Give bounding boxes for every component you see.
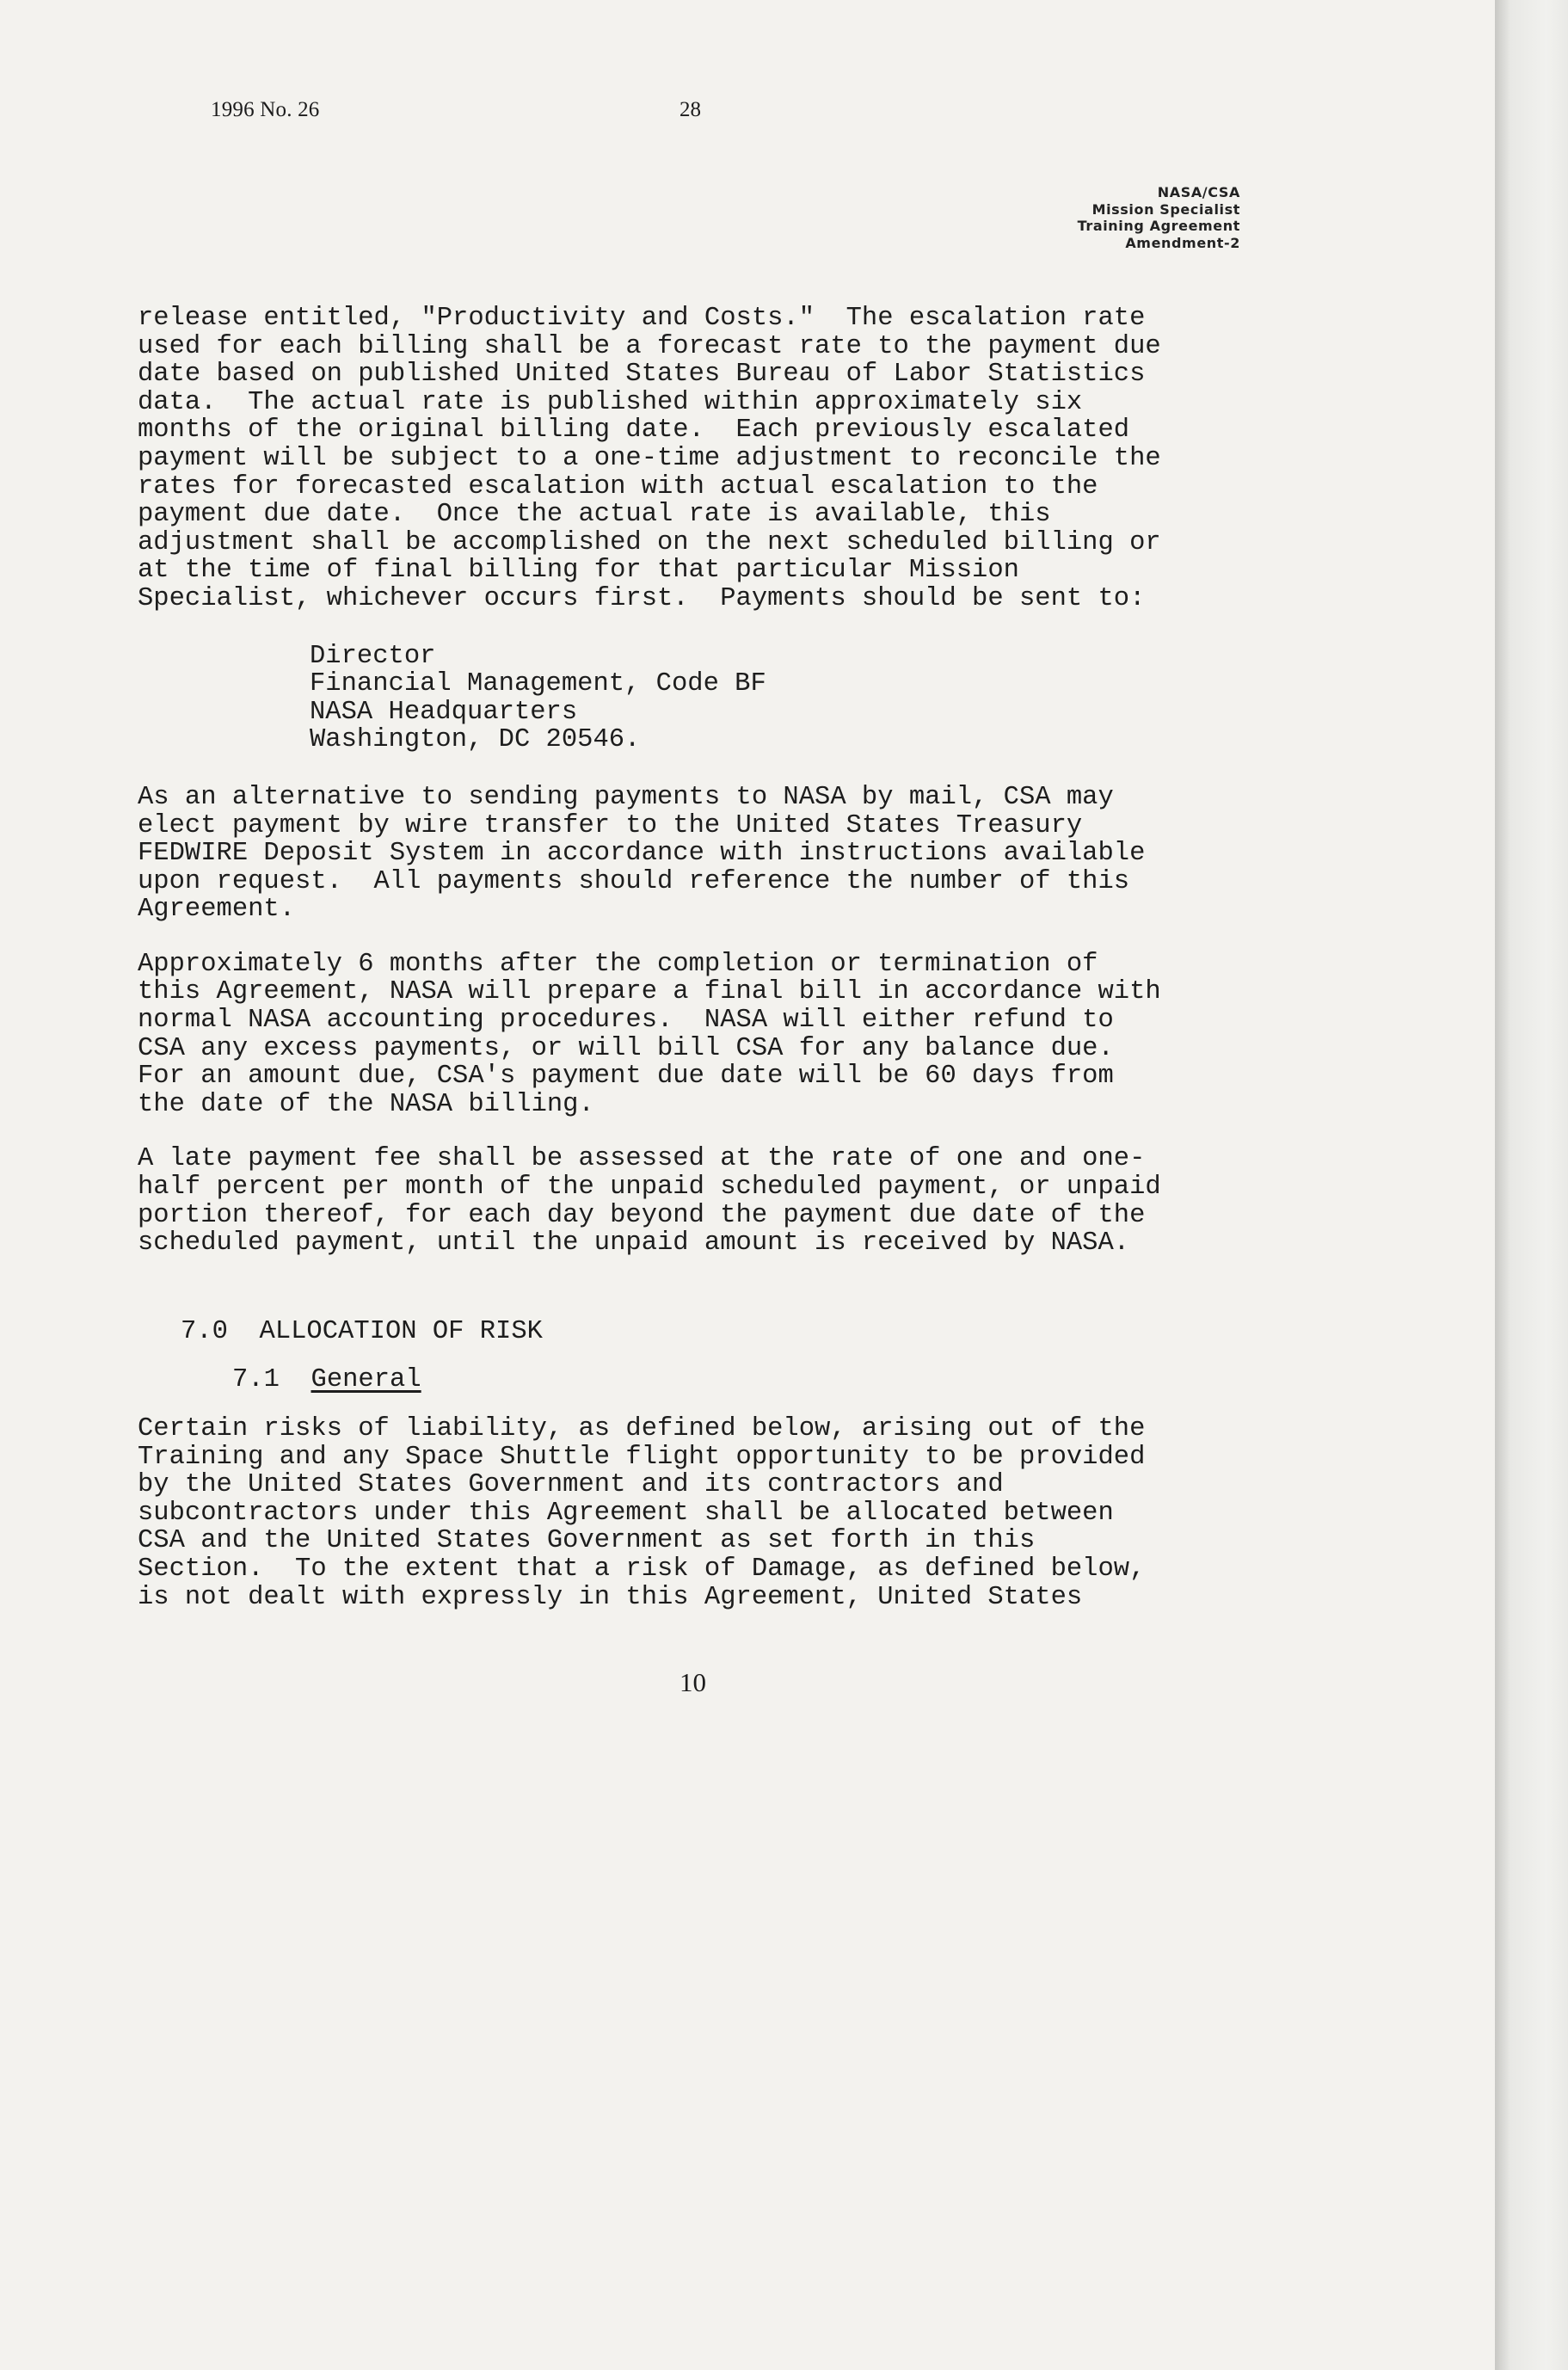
stamp-line: Training Agreement xyxy=(1077,218,1240,234)
document-body xyxy=(138,305,1256,1611)
page-edge-shadow xyxy=(1495,0,1568,2370)
text-line: Section. To the extent that a risk of Damage, as defined below, xyxy=(138,1554,1146,1584)
text-line: normal NASA accounting procedures. NASA will either refund to xyxy=(138,1006,1114,1036)
text-line: CSA any excess payments, or will bill CSA for any balance due. xyxy=(138,1033,1114,1063)
text-line: is not dealt with expressly in this Agreement, United States xyxy=(138,1582,1083,1612)
subsection-title: General xyxy=(311,1365,421,1395)
text-line: used for each billing shall be a forecast rate to the payment due xyxy=(138,331,1161,361)
header-page-number: 28 xyxy=(679,98,701,121)
section-heading-text: 7.0 ALLOCATION OF RISK xyxy=(181,1316,543,1346)
payment-address xyxy=(310,643,1256,754)
text-line: portion thereof, for each day beyond the payment due date of the xyxy=(138,1200,1146,1230)
text-line: subcontractors under this Agreement shall be allocated between xyxy=(138,1498,1114,1528)
text-line: months of the original billing date. Each previously escalated xyxy=(138,416,1130,446)
text-line: NASA Headquarters xyxy=(310,697,578,727)
text-line: rates for forecasted escalation with actual escalation to the xyxy=(138,471,1098,502)
subsection-number: 7.1 xyxy=(232,1365,311,1395)
text-line: data. The actual rate is published within approximately six xyxy=(138,387,1083,417)
text-line: CSA and the United States Government as set forth in this xyxy=(138,1526,1036,1556)
text-line: adjustment shall be accomplished on the next scheduled billing or xyxy=(138,527,1161,557)
text-line: payment due date. Once the actual rate is available, this xyxy=(138,500,1051,530)
agreement-stamp xyxy=(1078,184,1240,251)
text-line: scheduled payment, until the unpaid amount is received by NASA. xyxy=(138,1228,1130,1259)
text-line: Agreement. xyxy=(138,895,296,925)
paragraph-late-fee xyxy=(138,1145,1256,1257)
footer-page-number: 10 xyxy=(679,1667,706,1697)
document-citation: 1996 No. 26 xyxy=(211,98,320,121)
text-line: As an alternative to sending payments to NASA by mail, CSA may xyxy=(138,782,1114,812)
text-line: at the time of final billing for that particular Mission xyxy=(138,556,1019,586)
text-line: FEDWIRE Deposit System in accordance with instructions available xyxy=(138,839,1146,869)
paragraph-escalation xyxy=(138,305,1256,613)
text-line: Washington, DC 20546. xyxy=(310,725,641,755)
paragraph-final-bill xyxy=(138,951,1256,1119)
section-heading xyxy=(138,1318,1256,1346)
stamp-line: Amendment-2 xyxy=(1125,234,1240,251)
text-line: upon request. All payments should reference the number of this xyxy=(138,866,1130,896)
text-line: Director xyxy=(310,641,436,671)
text-line: Certain risks of liability, as defined below, arising out of the xyxy=(138,1414,1146,1444)
paragraph-wire-transfer xyxy=(138,784,1256,924)
text-line: Financial Management, Code BF xyxy=(310,669,766,699)
text-line: elect payment by wire transfer to the United States Treasury xyxy=(138,810,1083,840)
text-line: half percent per month of the unpaid scheduled payment, or unpaid xyxy=(138,1173,1161,1203)
text-line: by the United States Government and its contractors and xyxy=(138,1470,1004,1500)
text-line: Approximately 6 months after the completion or termination of xyxy=(138,949,1098,979)
text-line: the date of the NASA billing. xyxy=(138,1089,594,1119)
text-line: this Agreement, NASA will prepare a final bill in accordance with xyxy=(138,977,1161,1007)
text-line: A late payment fee shall be assessed at the rate of one and one- xyxy=(138,1144,1146,1174)
text-line: release entitled, "Productivity and Costs." The escalation rate xyxy=(138,304,1146,333)
text-line: payment will be subject to a one-time adjustment to reconcile the xyxy=(138,443,1161,473)
paragraph-allocation-of-risk xyxy=(138,1415,1256,1611)
text-line: date based on published United States Bureau of Labor Statistics xyxy=(138,360,1146,390)
stamp-line: NASA/CSA xyxy=(1157,184,1240,200)
subsection-heading xyxy=(138,1366,1256,1394)
text-line: Training and any Space Shuttle flight opportunity to be provided xyxy=(138,1442,1146,1472)
text-line: Specialist, whichever occurs first. Payments should be sent to: xyxy=(138,583,1146,613)
stamp-line: Mission Specialist xyxy=(1091,200,1240,218)
text-line: For an amount due, CSA's payment due date will be 60 days from xyxy=(138,1062,1114,1092)
